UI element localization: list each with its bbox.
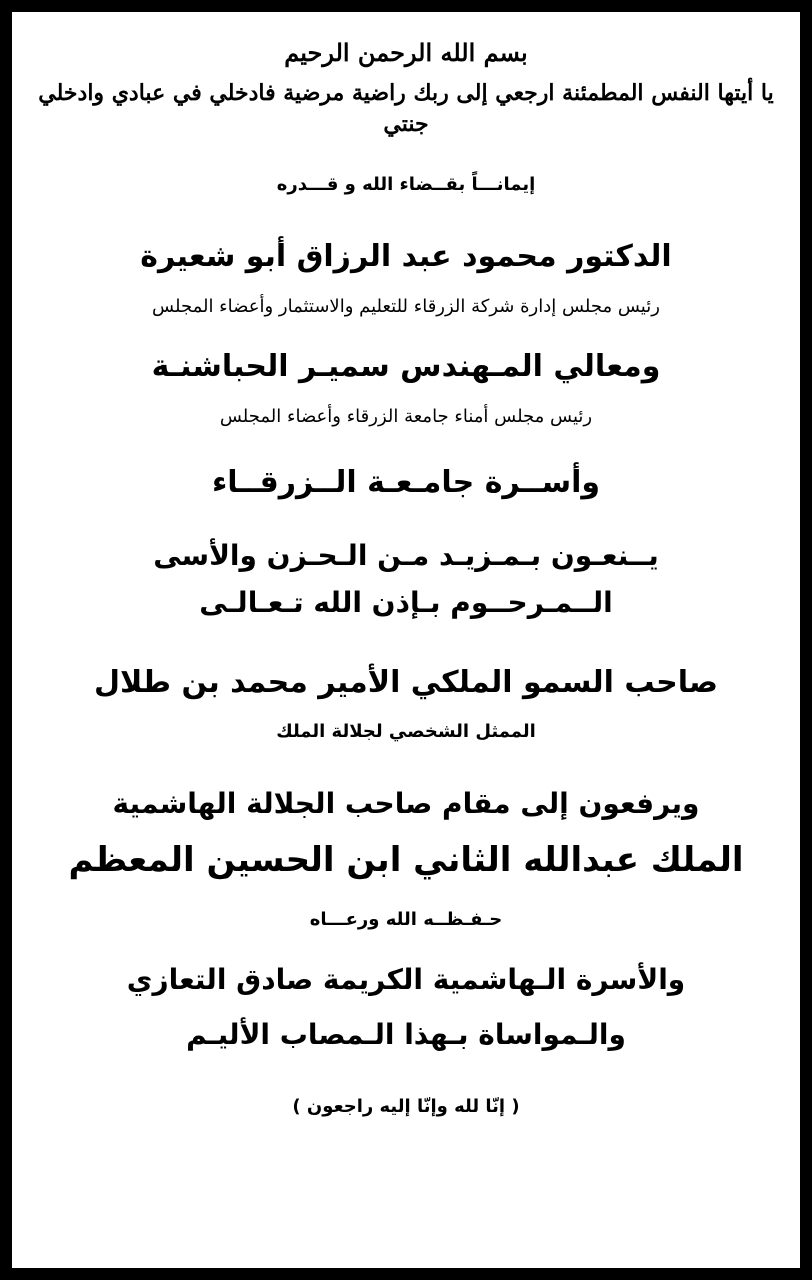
mourn-line-1: يــنعـون بـمـزيـد مـن الـحـزن والأسى [153,538,659,572]
condolence-line-1: والأسرة الـهاشمية الكريمة صادق التعازي [126,962,686,996]
quran-verse: يا أيتها النفس المطمئنة ارجعي إلى ربك راضية مرضية فادخلي في عبادي وادخلي جنتي [38,80,774,137]
faith-line: إيمانـــاً بقــضاء الله و قـــدره [276,173,536,195]
mourn-line-2: الــمـرحــوم بـإذن الله تـعـالـى [199,585,613,619]
basmala: بسم الله الرحمن الرحيم [284,38,528,67]
family-line: وأســرة جامـعـة الــزرقــاء [211,465,601,501]
person1-title: رئيس مجلس إدارة شركة الزرقاء للتعليم والاستثمار وأعضاء المجلس [152,295,660,317]
person2-name: ومعالي المـهندس سميـر الحباشنـة [151,349,661,385]
raise-line: ويرفعون إلى مقام صاحب الجلالة الهاشمية [112,786,700,820]
deceased-name: صاحب السمو الملكي الأمير محمد بن طلال [93,664,719,700]
blessing: حـفـظــه الله ورعـــاه [309,909,503,931]
condolence-notice [12,12,800,1268]
deceased-title: الممثل الشخصي لجلالة الملك [276,721,536,743]
king-name: الملك عبدالله الثاني ابن الحسين المعظم [68,839,744,880]
condolence-line-2: والـمواساة بـهذا الـمصاب الأليـم [186,1017,626,1051]
person1-name: الدكتور محمود عبد الرزاق أبو شعيرة [140,239,672,275]
person2-title: رئيس مجلس أمناء جامعة الزرقاء وأعضاء المجلس [219,405,593,427]
closing-verse: ( إنّا لله وإنّا إليه راجعون ) [292,1095,520,1117]
